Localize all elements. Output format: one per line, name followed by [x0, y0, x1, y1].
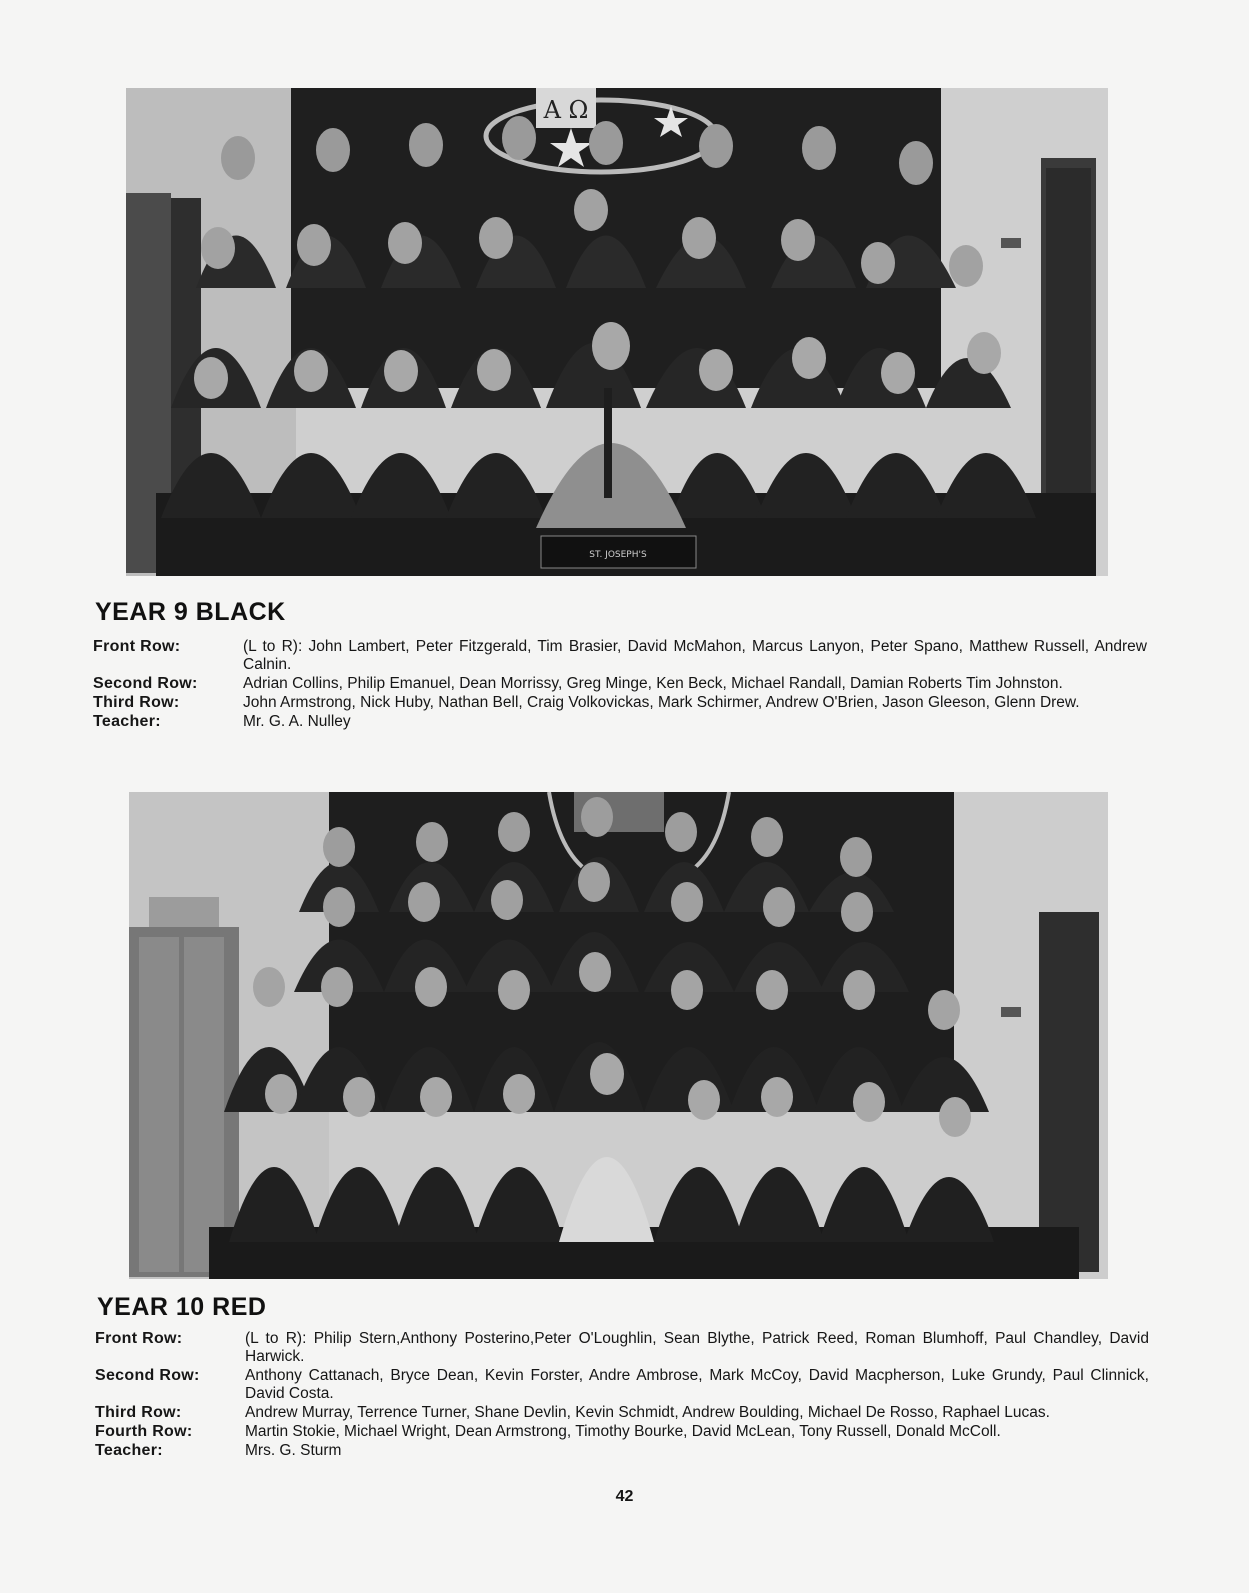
row-label: Second Row: [93, 675, 198, 692]
row-names: Mrs. G. Sturm [245, 1442, 342, 1459]
row-names: Martin Stokie, Michael Wright, Dean Armstrong, Timothy Bourke, David McLean, Tony Russell, Donald McColl. [245, 1423, 1001, 1440]
class-photo-year-9-black-image [126, 88, 1108, 576]
caption-row-front [93, 638, 1153, 674]
row-names: John Armstrong, Nick Huby, Nathan Bell, Craig Volkovickas, Mark Schirmer, Andrew O'Brien, Jason Gleeson, Glenn Drew. [243, 694, 1080, 711]
row-label: Front Row: [93, 638, 181, 655]
row-names: (L to R): Philip Stern,Anthony Posterino,Peter O'Loughlin, Sean Blythe, Patrick Reed, Roman Blumhoff, Paul Chandley, David Harwick. [245, 1330, 1149, 1365]
caption-row-teacher [93, 713, 1153, 731]
caption-row-second [95, 1367, 1155, 1403]
caption-year-9-black [93, 638, 1153, 732]
row-label: Fourth Row: [95, 1423, 193, 1440]
row-names: Mr. G. A. Nulley [243, 713, 351, 730]
section-title-year-10-red: YEAR 10 RED [97, 1293, 267, 1321]
class-photo-year-9-black [126, 88, 1108, 576]
class-photo-year-10-red [129, 792, 1108, 1279]
caption-row-third [93, 694, 1153, 712]
row-label: Third Row: [93, 694, 180, 711]
row-names: Adrian Collins, Philip Emanuel, Dean Morrissy, Greg Minge, Ken Beck, Michael Randall, Damian Roberts Tim Johnston. [243, 675, 1063, 692]
caption-row-teacher [95, 1442, 1155, 1460]
row-label: Second Row: [95, 1367, 200, 1384]
row-names: Anthony Cattanach, Bryce Dean, Kevin Forster, Andre Ambrose, Mark McCoy, David Macpherson, Luke Grundy, Paul Clinnick, David Costa. [245, 1367, 1149, 1402]
class-photo-year-10-red-image [129, 792, 1108, 1279]
caption-row-third [95, 1404, 1155, 1422]
caption-row-front [95, 1330, 1155, 1366]
page-number: 42 [615, 1488, 634, 1505]
row-label: Third Row: [95, 1404, 182, 1421]
row-label: Teacher: [93, 713, 161, 730]
row-names: (L to R): John Lambert, Peter Fitzgerald, Tim Brasier, David McMahon, Marcus Lanyon, Peter Spano, Matthew Russell, Andrew Calnin. [243, 638, 1147, 673]
row-label: Front Row: [95, 1330, 183, 1347]
row-label: Teacher: [95, 1442, 163, 1459]
caption-row-fourth [95, 1423, 1155, 1441]
caption-row-second [93, 675, 1153, 693]
svg-text:Α Ω: Α Ω [543, 96, 589, 124]
row-names: Andrew Murray, Terrence Turner, Shane Devlin, Kevin Schmidt, Andrew Boulding, Michael De Rosso, Raphael Lucas. [245, 1404, 1050, 1421]
section-title-year-9-black: YEAR 9 BLACK [95, 598, 286, 626]
caption-year-10-red [95, 1330, 1155, 1461]
photo-sign-text: ST. JOSEPH'S [589, 550, 647, 560]
